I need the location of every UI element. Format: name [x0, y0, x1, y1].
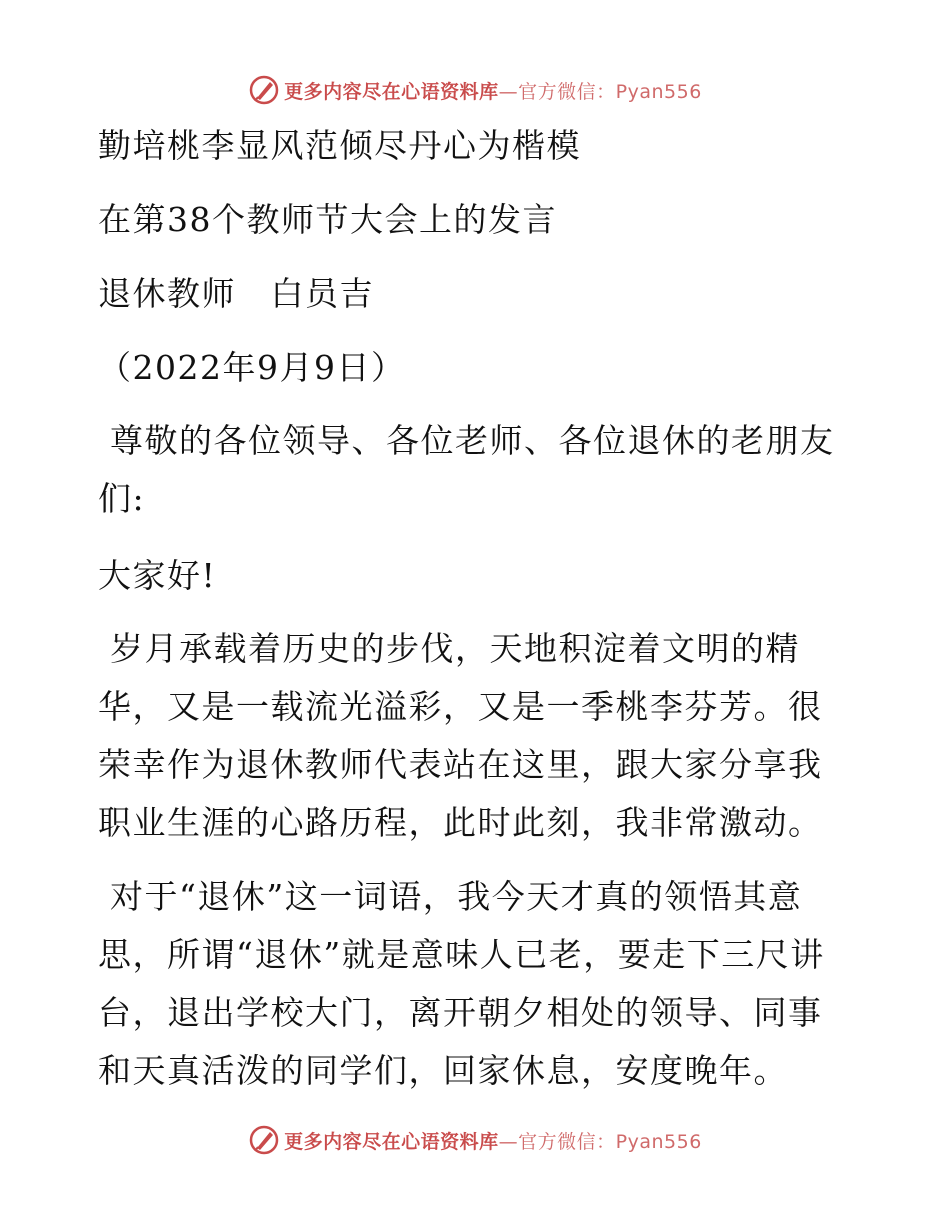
watermark-wechat: —官方微信：Pyan556: [498, 1130, 702, 1153]
watermark-header: [0, 70, 950, 110]
document-date: （2022年9月9日）: [98, 348, 406, 387]
document-greeting: 大家好!: [98, 556, 217, 595]
document-title: 勤培桃李显风范倾尽丹心为楷模: [98, 126, 581, 165]
watermark-text: 更多内容尽在心语资料库: [284, 80, 499, 103]
watermark-footer: [0, 1120, 950, 1160]
document-subtitle: 在第38个教师节大会上的发言: [98, 200, 557, 239]
watermark-text: 更多内容尽在心语资料库: [284, 1130, 499, 1153]
document-paragraph-2: 对于“退休”这一词语，我今天才真的领悟其意思，所谓“退休”就是意味人已老，要走下三尺讲台，退出学校大门，离开朝夕相处的领导、同事和天真活泼的同学们，回家休息，安度晚年。: [98, 877, 825, 1090]
document-paragraph-1: 岁月承载着历史的步伐，天地积淀着文明的精华，又是一载流光溢彩，又是一季桃李芬芳。很荣幸作为退休教师代表站在这里，跟大家分享我职业生涯的心路历程，此时此刻，我非常激动。: [98, 629, 823, 842]
quill-pen-icon: [248, 74, 280, 106]
quill-pen-icon: [248, 1124, 280, 1156]
watermark-wechat: —官方微信：Pyan556: [498, 80, 702, 103]
document-salutation: 尊敬的各位领导、各位老师、各位退休的老朋友们:: [98, 421, 835, 518]
document-author: 退休教师 白员吉: [98, 274, 374, 313]
